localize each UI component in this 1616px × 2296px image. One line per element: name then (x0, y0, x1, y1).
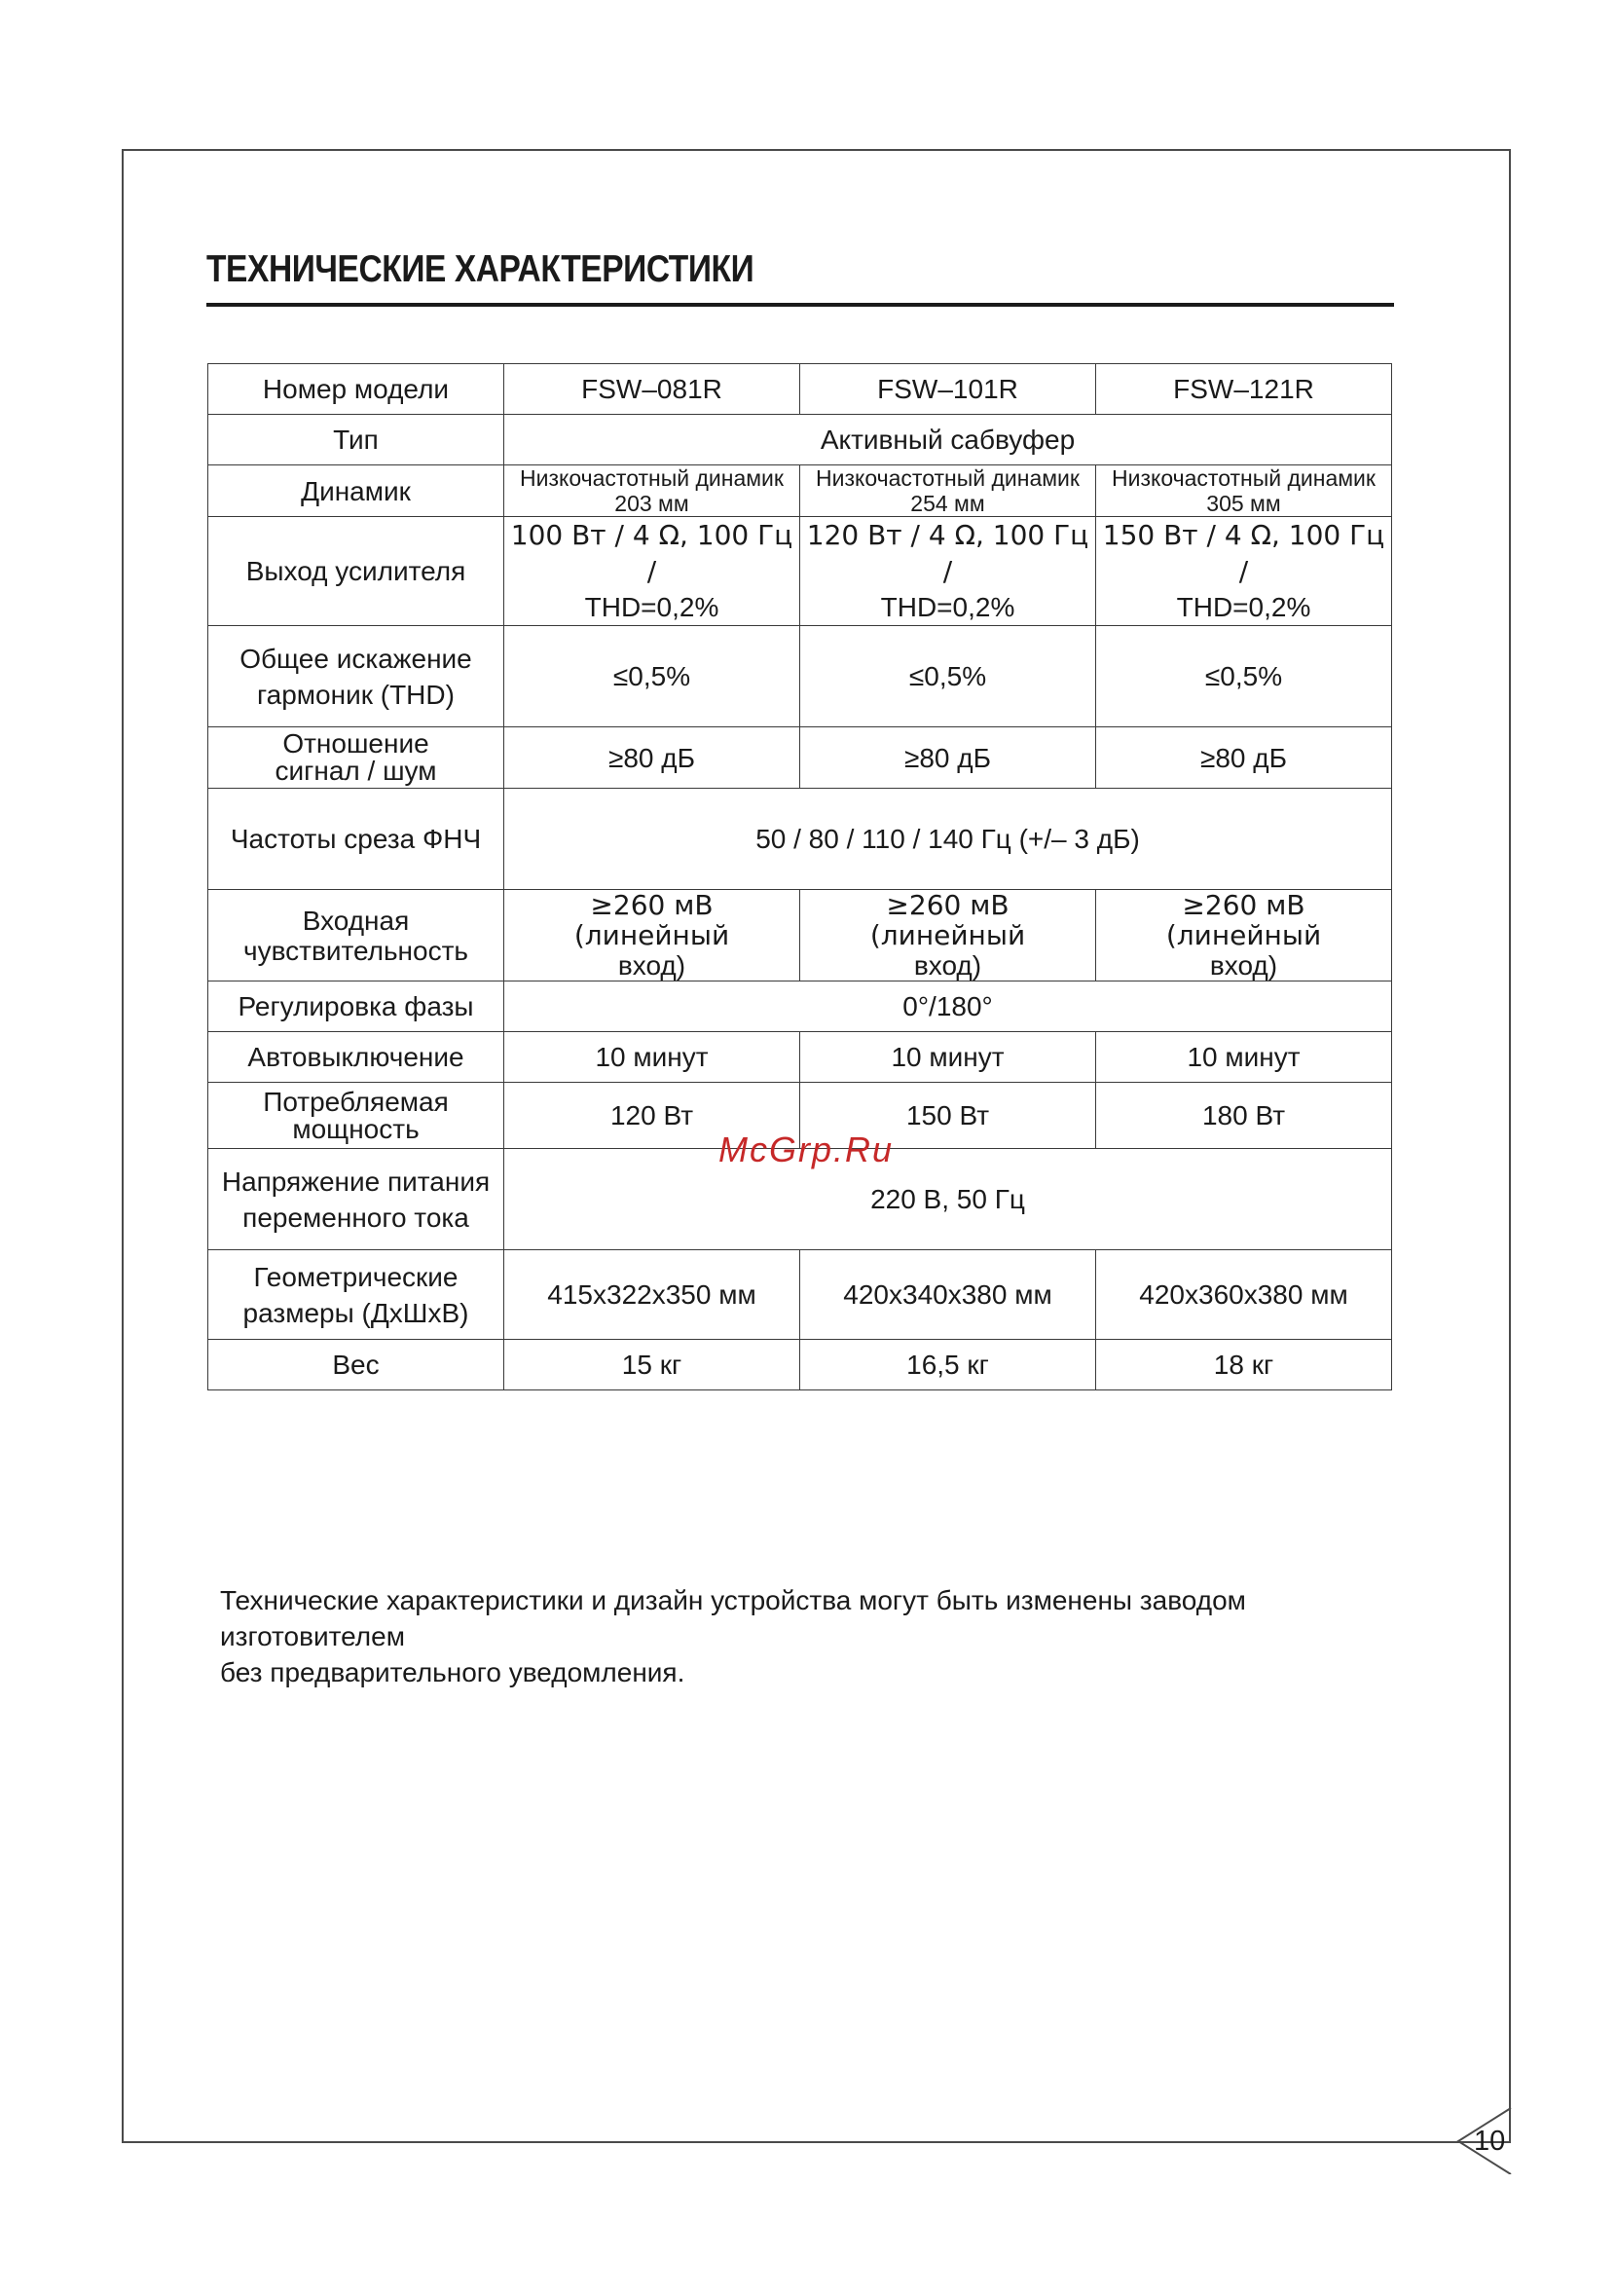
cell-line: 150 Вт / 4 Ω, 100 Гц / (1102, 519, 1385, 587)
cell-line: 120 Вт / 4 Ω, 100 Гц / (806, 519, 1089, 587)
cell-line: 254 мм (910, 491, 985, 516)
row-label: Автовыключение (208, 1032, 504, 1083)
cell-line: вход) (1209, 950, 1278, 981)
page-number: 10 (1474, 2126, 1506, 2157)
row-type (208, 415, 1392, 465)
row-thd (208, 626, 1392, 727)
row-label (208, 890, 504, 981)
cell-line: 203 мм (614, 491, 689, 516)
page-title: ТЕХНИЧЕСКИЕ ХАРАКТЕРИСТИКИ (206, 248, 754, 290)
disclaimer-note (220, 1582, 1417, 1690)
note-line: без предварительного уведомления. (220, 1657, 685, 1687)
page-number-badge (1456, 2106, 1513, 2174)
cell-value: ≤0,5% (1096, 626, 1392, 727)
label-line: Геометрические (253, 1261, 459, 1292)
cell-line: вход) (617, 950, 686, 981)
cell-value: 18 кг (1096, 1340, 1392, 1390)
cell-value: 150 Вт (800, 1083, 1096, 1149)
cell-line: THD=0,2% (880, 592, 1015, 622)
row-label: Тип (208, 415, 504, 465)
cell-value: 10 минут (1096, 1032, 1392, 1083)
model-name: FSW–101R (800, 364, 1096, 415)
label-line: размеры (ДхШхВ) (242, 1297, 469, 1328)
label-line: гармоник (THD) (257, 679, 455, 710)
spec-table (207, 363, 1392, 1390)
label-line: чувствительность (242, 935, 468, 966)
row-phase (208, 981, 1392, 1032)
row-label: Частоты среза ФНЧ (208, 789, 504, 890)
cell-line: Низкочастотный динамик (520, 465, 784, 491)
cell-value: 180 Вт (1096, 1083, 1392, 1149)
row-label: Номер модели (208, 364, 504, 415)
cell-value: 220 В, 50 Гц (504, 1149, 1392, 1250)
cell-line: вход) (913, 950, 982, 981)
cell-value: 0°/180° (504, 981, 1392, 1032)
label-line: Общее искажение (239, 643, 472, 674)
row-label: Регулировка фазы (208, 981, 504, 1032)
cell-value (800, 465, 1096, 517)
row-speaker (208, 465, 1392, 517)
row-autooff (208, 1032, 1392, 1083)
cell-value: ≥80 дБ (1096, 727, 1392, 789)
cell-value (504, 890, 800, 981)
label-line: мощность (292, 1113, 420, 1144)
cell-line: ≥260 мВ (линейный (573, 889, 730, 951)
cell-line: THD=0,2% (1176, 592, 1311, 622)
row-label (208, 727, 504, 789)
cell-value (504, 517, 800, 626)
note-line: Технические характеристики и дизайн устройства могут быть изменены заводом изготовителем (220, 1585, 1246, 1651)
label-line: Потребляемая (263, 1086, 449, 1117)
cell-line: THD=0,2% (584, 592, 719, 622)
cell-value: 415x322x350 мм (504, 1250, 800, 1340)
label-line: Входная (302, 905, 410, 936)
cell-value: 420x360x380 мм (1096, 1250, 1392, 1340)
row-sensitivity (208, 890, 1392, 981)
row-label (208, 1149, 504, 1250)
watermark: McGrp.Ru (718, 1129, 895, 1169)
cell-value: 10 минут (504, 1032, 800, 1083)
row-model (208, 364, 1392, 415)
cell-value (1096, 465, 1392, 517)
cell-line: Низкочастотный динамик (816, 465, 1080, 491)
row-weight (208, 1340, 1392, 1390)
cell-value: ≤0,5% (504, 626, 800, 727)
cell-line: Низкочастотный динамик (1112, 465, 1376, 491)
row-snr (208, 727, 1392, 789)
cell-value: ≥80 дБ (800, 727, 1096, 789)
cell-value (800, 890, 1096, 981)
title-underline (206, 303, 1394, 307)
row-amp (208, 517, 1392, 626)
row-label: Выход усилителя (208, 517, 504, 626)
label-line: переменного тока (242, 1202, 469, 1233)
cell-value: 50 / 80 / 110 / 140 Гц (+/– 3 дБ) (504, 789, 1392, 890)
label-line: сигнал / шум (275, 756, 437, 786)
model-name: FSW–121R (1096, 364, 1392, 415)
label-line: Напряжение питания (221, 1166, 491, 1197)
cell-line: 100 Вт / 4 Ω, 100 Гц / (510, 519, 793, 587)
cell-value: ≥80 дБ (504, 727, 800, 789)
cell-value: Активный сабвуфер (504, 415, 1392, 465)
row-label (208, 626, 504, 727)
row-label: Вес (208, 1340, 504, 1390)
cell-line: ≥260 мВ (линейный (1165, 889, 1322, 951)
cell-value: 16,5 кг (800, 1340, 1096, 1390)
cell-line: 305 мм (1206, 491, 1281, 516)
cell-value (504, 465, 800, 517)
row-label: Динамик (208, 465, 504, 517)
cell-value: ≤0,5% (800, 626, 1096, 727)
cell-value: 120 Вт (504, 1083, 800, 1149)
row-dimensions (208, 1250, 1392, 1340)
model-name: FSW–081R (504, 364, 800, 415)
row-label (208, 1083, 504, 1149)
cell-value: 420x340x380 мм (800, 1250, 1096, 1340)
cell-value (1096, 890, 1392, 981)
cell-line: ≥260 мВ (линейный (869, 889, 1026, 951)
cell-value (800, 517, 1096, 626)
row-label (208, 1250, 504, 1340)
row-lpf (208, 789, 1392, 890)
label-line: Отношение (282, 728, 429, 759)
cell-value (1096, 517, 1392, 626)
cell-value: 15 кг (504, 1340, 800, 1390)
cell-value: 10 минут (800, 1032, 1096, 1083)
